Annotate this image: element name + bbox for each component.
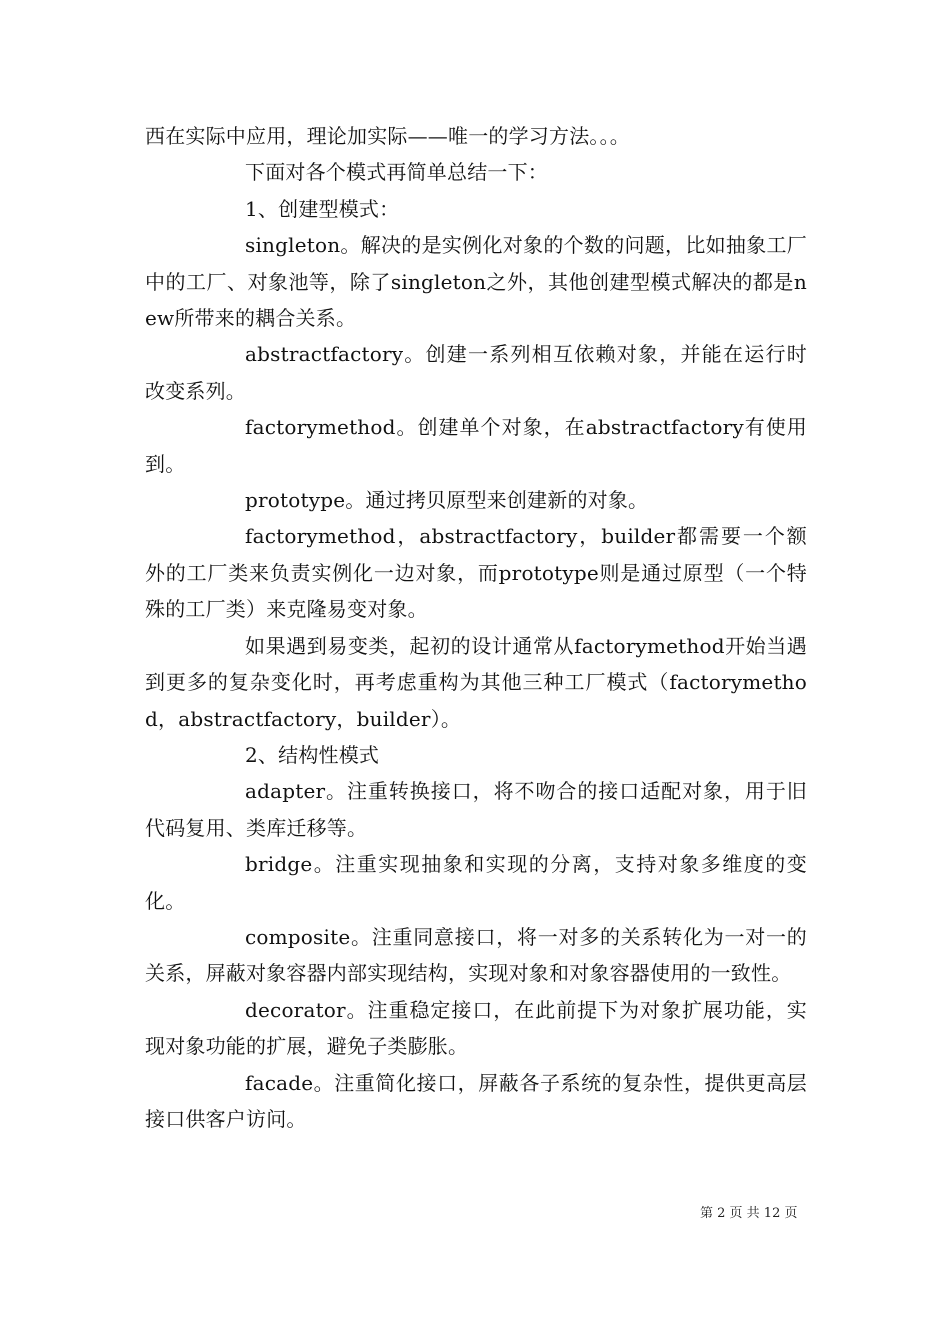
section-heading-structural: 2、结构性模式 — [245, 742, 380, 767]
paragraph-bridge: bridge。注重实现抽象和实现的分离，支持对象多维度的变化。 — [145, 852, 807, 913]
paragraph-adapter: adapter。注重转换接口，将不吻合的接口适配对象，用于旧代码复用、类库迁移等。 — [145, 779, 807, 840]
paragraph-summary-intro: 下面对各个模式再简单总结一下： — [245, 160, 548, 185]
section-heading-creational: 1、创建型模式： — [245, 196, 400, 221]
document-body — [145, 118, 807, 1137]
paragraph-singleton: singleton。解决的是实例化对象的个数的问题，比如抽象工厂中的工厂、对象池等，除了singleton之外，其他创建型模式解决的都是new所带来的耦合关系。 — [145, 233, 807, 331]
paragraph-continuation: 西在实际中应用，理论加实际——唯一的学习方法。。。 — [145, 124, 630, 148]
page-number-footer: 第 2 页 共 12 页 — [700, 1206, 798, 1221]
paragraph-prototype: prototype。通过拷贝原型来创建新的对象。 — [245, 488, 649, 513]
paragraph-facade: facade。注重简化接口，屏蔽各子系统的复杂性，提供更高层接口供客户访问。 — [145, 1070, 807, 1131]
paragraph-composite: composite。注重同意接口，将一对多的关系转化为一对一的关系，屏蔽对象容器内部实现结构，实现对象和对象容器使用的一致性。 — [145, 924, 807, 986]
paragraph-decorator: decorator。注重稳定接口，在此前提下为对象扩展功能，实现对象功能的扩展，避免子类膨胀。 — [145, 997, 807, 1059]
paragraph-abstractfactory: abstractfactory。创建一系列相互依赖对象，并能在运行时改变系列。 — [145, 342, 807, 403]
paragraph-refactoring-advice: 如果遇到易变类，起初的设计通常从factorymethod开始当遇到更多的复杂变化时，再考虑重构为其他三种工厂模式（factorymethod，abstractfactory，builder）。 — [145, 633, 807, 731]
paragraph-factory-comparison: factorymethod，abstractfactory，builder都需要一个额外的工厂类来负责实例化一边对象，而prototype则是通过原型（一个特殊的工厂类）来克隆易变对象。 — [145, 524, 807, 622]
paragraph-factorymethod: factorymethod。创建单个对象，在abstractfactory有使用到。 — [145, 415, 807, 476]
